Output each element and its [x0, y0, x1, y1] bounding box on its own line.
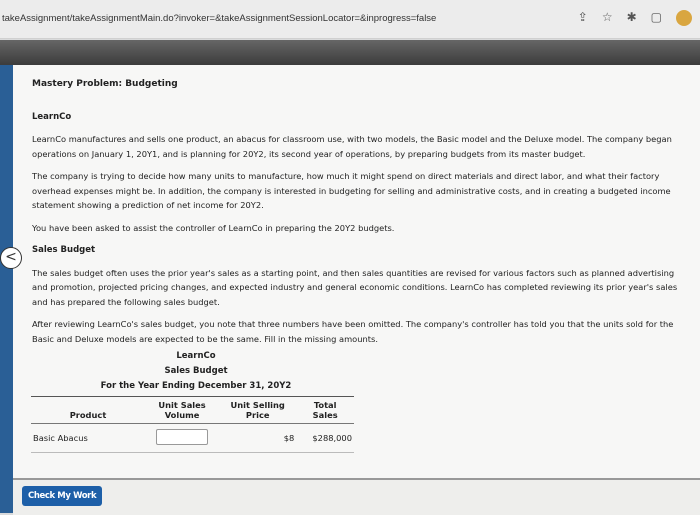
product-cell: Basic Abacus [31, 424, 145, 453]
check-my-work-button[interactable]: Check My Work [22, 486, 102, 506]
page-title: Mastery Problem: Budgeting [32, 79, 178, 89]
content-panel [13, 65, 700, 478]
total-cell: $288,000 [296, 424, 354, 453]
footer-bar [13, 478, 700, 515]
section-paragraph: After reviewing LearnCo's sales budget, you note that three numbers have been omitted. The company's controller has told you that the units sold for the Basic and Deluxe models are expected to be the same. Fill in the missing amounts. [32, 319, 674, 344]
section-heading: Sales Budget [32, 245, 96, 255]
extensions-icon[interactable]: ✱ [626, 10, 637, 24]
section-paragraph: The sales budget often uses the prior year's sales as a starting point, and then sales quantities are revised for various factors such as planned advertising and promotion, projected pricing changes, and expected industry and general economic conditions. LearnCo has completed reviewing its prior year's sales and has prepared the following sales budget. [32, 267, 678, 307]
price-cell: $8 [219, 424, 296, 453]
intro-paragraph: LearnCo manufactures and sells one product, an abacus for classroom use, with two models, the Basic model and the Deluxe model. The company began operations on January 1, 20Y1, and is planning for 20Y2, its second year of operations, by preparing budgets from its master budget. [32, 134, 672, 159]
sales-budget-statement [31, 349, 361, 453]
left-nav-strip [0, 65, 13, 513]
statement-name: Sales Budget [164, 366, 228, 376]
col-volume: Unit Sales Volume [145, 397, 219, 424]
statement-period: For the Year Ending December 31, 20Y2 [100, 381, 292, 391]
col-price: Unit Selling Price [219, 397, 296, 424]
intro-paragraph: You have been asked to assist the controller of LearnCo in preparing the 20Y2 budgets. [32, 222, 395, 233]
sales-budget-table [31, 396, 354, 453]
intro-paragraph: The company is trying to decide how many units to manufacture, how much it might spend on direct materials and direct labor, and what their factory overhead expenses might be. In addition, the company is interested in budgeting for selling and administrative costs, and in creating a budgeted income statement showing a prediction of net income for 20Y2. [32, 171, 671, 210]
profile-avatar[interactable] [676, 10, 692, 26]
share-icon[interactable]: ⇪ [577, 10, 588, 24]
address-bar[interactable]: takeAssignment/takeAssignmentMain.do?invoker=&takeAssignmentSessionLocator=&inprogress=false [2, 13, 437, 24]
sidepanel-icon[interactable]: ▢ [650, 10, 662, 24]
col-product: Product [31, 397, 145, 424]
bookmark-star-icon[interactable]: ☆ [601, 10, 613, 24]
unit-volume-input[interactable] [156, 429, 208, 445]
app-header-bar [0, 40, 700, 65]
company-heading: LearnCo [32, 111, 72, 122]
statement-company: LearnCo [176, 351, 216, 361]
browser-toolbar [0, 0, 700, 39]
table-row [31, 424, 354, 453]
previous-button[interactable]: < [0, 247, 22, 269]
col-total: Total Sales [296, 397, 354, 424]
